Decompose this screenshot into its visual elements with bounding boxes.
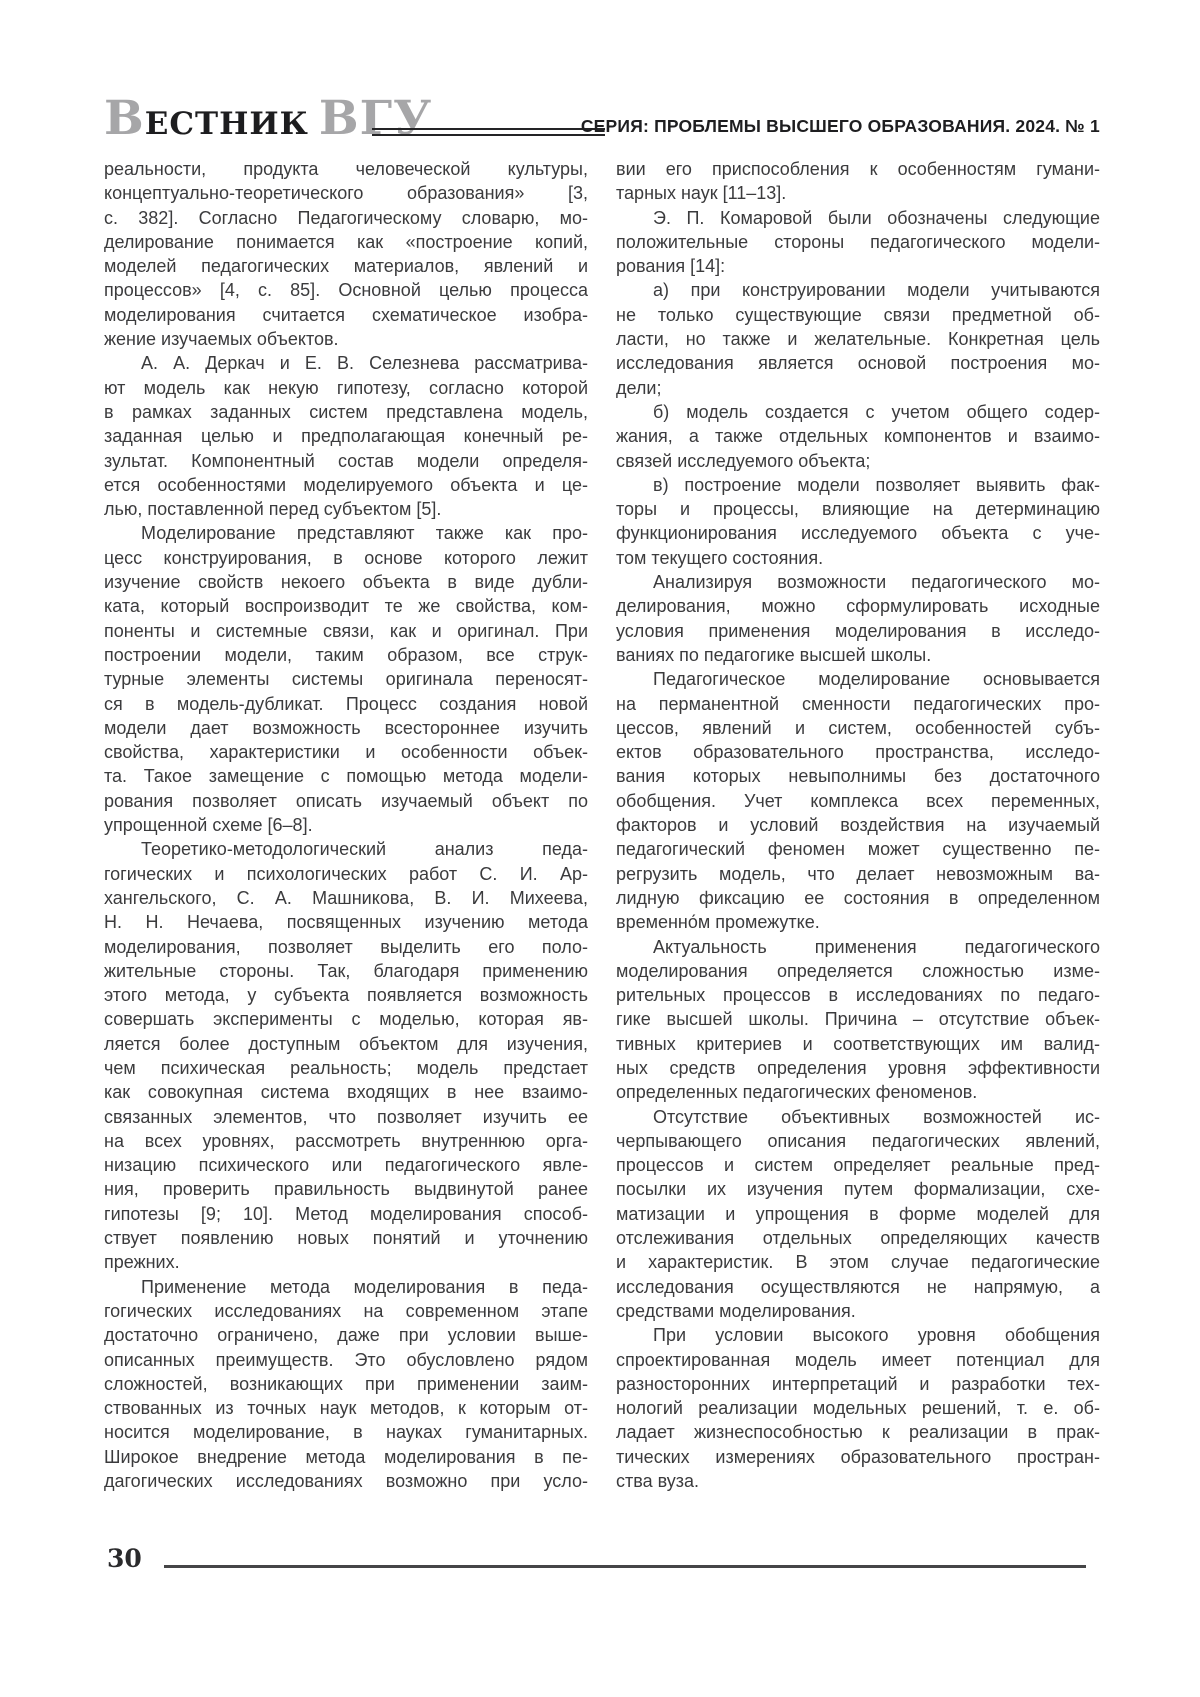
text-line: реальности, продукта человеческой культуры, <box>104 159 588 179</box>
text-line: Э. П. Комаровой были обозначены следующие <box>653 207 1100 228</box>
text-line: жительные стороны. Так, благодаря применению <box>104 960 588 981</box>
text-line: совершать эксперименты с моделью, которая яв- <box>104 1009 588 1030</box>
text-line: временно́м промежутке. <box>616 912 820 933</box>
text-line: б) модель создается с учетом общего содер- <box>653 401 1100 422</box>
text-line: ных средств определения уровня эффективности <box>616 1057 1100 1078</box>
text-line: как совокупная система входящих в нее взаимо- <box>104 1082 588 1103</box>
text-line: концептуально-теоретического образования» [3, <box>104 183 588 204</box>
paragraph <box>616 473 1100 570</box>
text-line: процессов и систем определяет реальные пред- <box>616 1155 1100 1176</box>
text-line: ния, проверить правильность выдвинутой ранее <box>104 1179 588 1200</box>
text-line: описанных преимуществ. Это обусловлено рядом <box>104 1349 588 1370</box>
paragraph <box>104 837 588 1274</box>
paragraph <box>616 667 1100 934</box>
text-line: спроектированная модель имеет потенциал для <box>616 1349 1100 1370</box>
logo-word-rest: ЕСТНИК <box>144 106 309 142</box>
text-line: носится моделирование, в науках гуманитарных. <box>104 1422 588 1443</box>
text-line: педагогический феномен может существенно пе- <box>616 839 1100 860</box>
text-line: Применение метода моделирования в педа- <box>141 1276 588 1297</box>
text-line: чем психическая реальность; модель предстает <box>104 1057 588 1078</box>
text-line: хангельского, С. А. Машникова, В. И. Михеева, <box>104 887 588 908</box>
text-line: исследования осуществляются не напрямую, а <box>616 1276 1100 1297</box>
text-line: на всех уровнях, рассмотреть внутреннюю орга- <box>104 1130 588 1151</box>
text-line: факторов и условий воздействия на изучаемый <box>616 815 1100 836</box>
text-line: ствует появлению новых понятий и уточнению <box>104 1228 588 1249</box>
text-line: связанных элементов, что позволяет изучить ее <box>104 1106 588 1127</box>
paragraph <box>616 157 1100 206</box>
text-line: ствованных из точных наук методов, к которым от- <box>104 1398 588 1419</box>
text-line: ката, который воспроизводит те же свойства, ком- <box>104 596 588 617</box>
paragraph <box>616 206 1100 279</box>
text-line: рования [14]: <box>616 256 726 277</box>
text-line: та. Такое замещение с помощью метода модели- <box>104 766 588 787</box>
text-line: делирование понимается как «построение копий, <box>104 231 588 252</box>
text-line: гике высшей школы. Причина – отсутствие объек- <box>616 1009 1100 1030</box>
series-title: СЕРИЯ: ПРОБЛЕМЫ ВЫСШЕГО ОБРАЗОВАНИЯ. 2024. № 1 <box>580 116 1100 136</box>
text-line: ства вуза. <box>616 1471 700 1492</box>
text-line: гогических и психологических работ С. И. Ар- <box>104 863 588 884</box>
text-line: гогических исследованиях на современном этапе <box>104 1300 588 1321</box>
text-line: ют модель как некую гипотезу, согласно которой <box>104 377 588 398</box>
text-line: лью, поставленной перед субъектом [5]. <box>104 499 442 520</box>
text-line: Н. Н. Нечаева, посвященных изучению метода <box>104 912 588 933</box>
text-line: упрощенной схеме [6–8]. <box>104 815 313 836</box>
text-line: заданная целью и предполагающая конечный ре- <box>104 426 588 447</box>
text-line: Актуальность применения педагогического <box>653 936 1100 957</box>
text-line: делирования, можно сформулировать исходные <box>616 596 1100 617</box>
paragraph <box>616 278 1100 399</box>
text-line: цесс конструирования, в основе которого лежит <box>104 547 588 568</box>
text-line: а) при конструировании модели учитываются <box>653 280 1100 301</box>
text-line: тарных наук [11–13]. <box>616 183 787 204</box>
text-line: функционирования исследуемого объекта с уче- <box>616 523 1100 544</box>
text-line: этого метода, у субъекта появляется возможность <box>104 985 588 1006</box>
text-line: регрузить модель, что делает невозможным ва- <box>616 863 1100 884</box>
text-line: матизации и упрощения в форме моделей для <box>616 1203 1100 1224</box>
left-column <box>104 157 588 1493</box>
text-line: тивных критериев и соответствующих им валид- <box>616 1033 1100 1054</box>
logo-initial-letter: В <box>104 91 145 146</box>
paragraph <box>104 351 588 521</box>
text-line: А. А. Деркач и Е. В. Селезнева рассматрива- <box>141 353 588 374</box>
text-line: модели дает возможность всестороннее изучить <box>104 717 588 738</box>
text-line: посылки их изучения путем формализации, схе- <box>616 1179 1100 1200</box>
text-line: Моделирование представляют также как про- <box>141 523 588 544</box>
paragraph <box>616 1323 1100 1493</box>
text-line: прежних. <box>104 1252 180 1273</box>
text-line: ласти, но также и желательные. Конкретная цель <box>616 329 1100 350</box>
text-line: с. 382]. Согласно Педагогическому словарю, мо- <box>104 207 588 228</box>
text-line: При условии высокого уровня обобщения <box>653 1325 1100 1346</box>
text-line: процессов» [4, с. 85]. Основной целью процесса <box>104 280 588 301</box>
text-line: в рамках заданных систем представлена модель, <box>104 401 588 422</box>
text-line: вания которых невыполнимы без достаточного <box>616 766 1100 787</box>
text-line: не только существующие связи предметной об- <box>616 304 1100 325</box>
text-line: рительных процессов в исследованиях по педаго- <box>616 985 1100 1006</box>
text-line: свойства, характеристики и особенности объек- <box>104 742 588 763</box>
text-line: дагогических исследованиях возможно при усло- <box>104 1471 588 1492</box>
paragraph <box>616 400 1100 473</box>
text-line: ектов образовательного пространства, исследо- <box>616 742 1100 763</box>
text-line: жания, а также отдельных компонентов и взаимо- <box>616 426 1100 447</box>
text-line: разносторонних интерпретаций и разработки тех- <box>616 1373 1100 1394</box>
right-column <box>616 157 1100 1493</box>
paragraph <box>616 570 1100 667</box>
text-line: достаточно ограничено, даже при условии выше- <box>104 1325 588 1346</box>
text-line: рования позволяет описать изучаемый объект по <box>104 790 588 811</box>
text-line: Теоретико-методологический анализ педа- <box>141 839 588 860</box>
logo-vgu: ВГУ <box>318 91 433 146</box>
text-line: положительные стороны педагогического модели- <box>616 231 1100 252</box>
text-line: ется особенностями моделируемого объекта и це- <box>104 474 588 495</box>
text-line: и характеристик. В этом случае педагогические <box>616 1252 1100 1273</box>
text-line: обобщения. Учет комплекса всех переменных, <box>616 790 1100 811</box>
text-line: ваниях по педагогике высшей школы. <box>616 644 932 665</box>
header-double-rule <box>372 128 605 136</box>
text-line: моделирования, позволяет выделить его поло- <box>104 936 588 957</box>
text-line: моделирования определяется сложностью изме- <box>616 960 1100 981</box>
text-line: средствами моделирования. <box>616 1300 856 1321</box>
text-line: том текущего состояния. <box>616 547 824 568</box>
text-line: построении модели, таким образом, все струк- <box>104 644 588 665</box>
text-line: изучение свойств некоего объекта в виде дубли- <box>104 572 588 593</box>
text-line: торы и процессы, влияющие на детерминацию <box>616 499 1100 520</box>
text-line: моделей педагогических материалов, явлений и <box>104 256 588 277</box>
text-line: в) построение модели позволяет выявить фак- <box>653 474 1100 495</box>
text-line: дели; <box>616 377 662 398</box>
text-line: Отсутствие объективных возможностей ис- <box>653 1106 1100 1127</box>
paragraph <box>104 521 588 837</box>
text-line: связей исследуемого объекта; <box>616 450 871 471</box>
text-line: Анализируя возможности педагогического мо- <box>653 572 1100 593</box>
text-line: черпывающего описания педагогических явлений, <box>616 1130 1100 1151</box>
text-line: гипотезы [9; 10]. Метод моделирования способ- <box>104 1203 588 1224</box>
page-number: 30 <box>107 1544 142 1573</box>
paragraph <box>104 157 588 351</box>
text-line: лидную фиксацию ее состояния в определенном <box>616 887 1100 908</box>
text-line: Педагогическое моделирование основывается <box>653 669 1100 690</box>
paragraph <box>616 935 1100 1105</box>
text-line: цессов, явлений и систем, особенностей субъ- <box>616 717 1100 738</box>
text-line: зультат. Компонентный состав модели определя- <box>104 450 588 471</box>
text-line: ляется более доступным объектом для изучения, <box>104 1033 588 1054</box>
text-line: вии его приспособления к особенностям гумани- <box>616 159 1100 179</box>
text-line: нологий реализации модельных решений, т. е. об- <box>616 1398 1100 1419</box>
text-line: определенных педагогических феноменов. <box>616 1082 978 1103</box>
footer-rule <box>164 1565 1086 1568</box>
text-line: на перманентной сменности педагогических про- <box>616 693 1100 714</box>
text-line: тических измерениях образовательного простран- <box>616 1446 1100 1467</box>
text-line: моделирования считается схематическое изобра- <box>104 304 588 325</box>
text-line: исследования является основой построения мо- <box>616 353 1100 374</box>
article-body <box>104 157 1100 1493</box>
text-line: поненты и системные связи, как и оригинал. При <box>104 620 588 641</box>
paragraph <box>616 1105 1100 1324</box>
text-line: ладает жизнеспособностью к реализации в прак- <box>616 1422 1100 1443</box>
text-line: ся в модель-дубликат. Процесс создания новой <box>104 693 588 714</box>
text-line: условия применения моделирования в исследо- <box>616 620 1100 641</box>
text-line: Широкое внедрение метода моделирования в пе- <box>104 1446 588 1467</box>
text-line: отслеживания отдельных определяющих качеств <box>616 1228 1100 1249</box>
paragraph <box>104 1275 588 1494</box>
text-line: жение изучаемых объектов. <box>104 329 339 350</box>
text-line: низацию психического или педагогического явле- <box>104 1155 588 1176</box>
text-line: турные элементы системы оригинала переносят- <box>104 669 588 690</box>
text-line: сложностей, возникающих при применении заим- <box>104 1373 588 1394</box>
